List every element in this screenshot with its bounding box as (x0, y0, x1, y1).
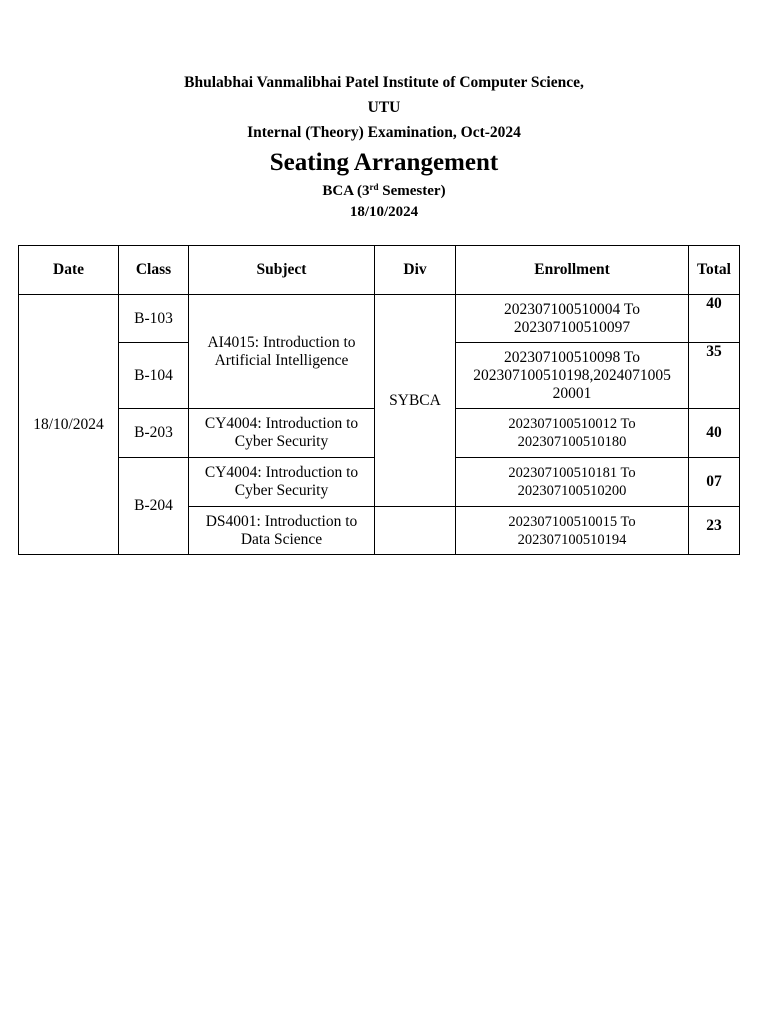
enrollment-cell (456, 507, 689, 555)
university-name: UTU (367, 99, 401, 116)
subject-cell: CY4004: Introduction to Cyber Security (189, 409, 375, 458)
enrollment-line: 202307100510181 To (508, 465, 636, 481)
enrollment-cell (456, 458, 689, 507)
header-div: Div (375, 246, 456, 295)
subject-cell: CY4004: Introduction to Cyber Security (189, 458, 375, 507)
exam-name: Internal (Theory) Examination, Oct-2024 (247, 124, 521, 141)
enrollment-line: 202307100510015 To (508, 513, 636, 530)
class-cell: B-204 (119, 458, 189, 555)
enrollment-line: 202307100510194 (517, 531, 627, 548)
document-header (0, 70, 768, 223)
class-cell: B-203 (119, 409, 189, 458)
enrollment-cell (456, 295, 689, 343)
total-cell: 40 (689, 409, 740, 458)
exam-date: 18/10/2024 (349, 204, 419, 220)
enrollment-line: 202307100510004 To (504, 300, 640, 318)
header-subject: Subject (189, 246, 375, 295)
total-cell: 23 (689, 507, 740, 555)
class-cell: B-104 (119, 343, 189, 409)
table-header-row (19, 246, 740, 295)
enrollment-line: 202307100510098 To (504, 348, 640, 366)
enrollment-cell (456, 409, 689, 458)
header-enrollment: Enrollment (456, 246, 689, 295)
enrollment-line: 202307100510097 (513, 318, 631, 336)
enrollment-cell (456, 343, 689, 409)
class-cell: B-103 (119, 295, 189, 343)
subject-cell: AI4015: Introduction to Artificial Intelligence (189, 295, 375, 409)
enrollment-line: 202307100510200 (517, 483, 627, 499)
enrollment-line: 202307100510198,2024071005 (473, 366, 671, 384)
enrollment-line: 20001 (552, 384, 592, 402)
subject-cell: DS4001: Introduction to Data Science (189, 507, 375, 555)
date-cell: 18/10/2024 (19, 295, 119, 555)
program-suffix: Semester) (378, 183, 446, 199)
program-prefix: BCA (3 (322, 183, 370, 199)
program-sup: rd (369, 182, 379, 192)
table-row (19, 295, 740, 343)
div-cell-empty (375, 507, 456, 555)
institute-name: Bhulabhai Vanmalibhai Patel Institute of Computer Science, (184, 74, 584, 91)
total-cell: 35 (689, 343, 740, 409)
header-class: Class (119, 246, 189, 295)
page-title: Seating Arrangement (269, 149, 499, 176)
header-date: Date (19, 246, 119, 295)
header-total: Total (689, 246, 740, 295)
program-line (0, 181, 768, 202)
total-cell: 40 (689, 295, 740, 343)
enrollment-line: 202307100510180 (517, 434, 627, 450)
seating-table (18, 245, 740, 555)
enrollment-line: 202307100510012 To (508, 416, 636, 432)
div-cell: SYBCA (375, 295, 456, 507)
total-cell: 07 (689, 458, 740, 507)
